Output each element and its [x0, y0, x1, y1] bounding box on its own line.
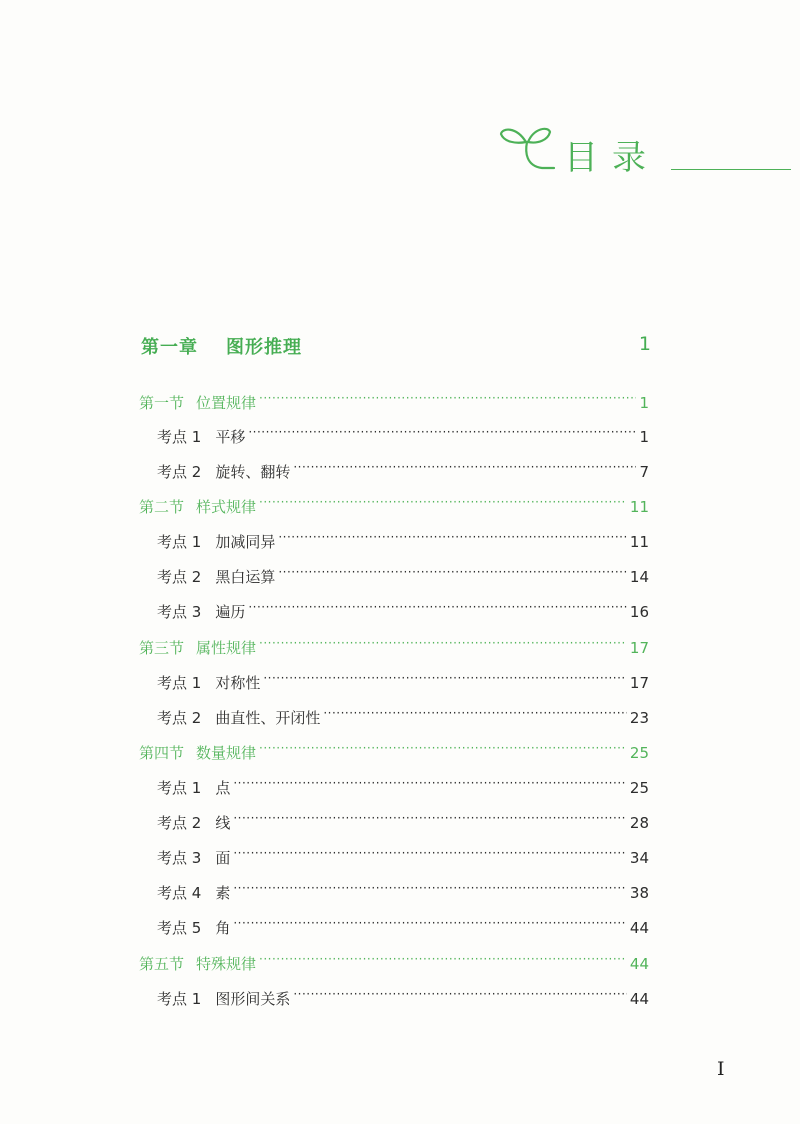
leader-dots [233, 779, 627, 793]
page-number: 11 [629, 498, 649, 516]
leader-dots [263, 674, 627, 688]
point-name: 黑白运算 [215, 568, 276, 586]
point-name: 素 [215, 884, 231, 902]
point-name: 旋转、翻转 [215, 463, 291, 481]
page-number: 1 [639, 394, 649, 412]
section-name: 样式规律 [196, 498, 257, 516]
page-number: 11 [629, 533, 649, 551]
toc-title: 目录 [564, 138, 660, 178]
section-label: 第三节 [139, 639, 185, 657]
point-name: 角 [215, 919, 231, 937]
section-label: 第一节 [139, 394, 185, 412]
point-name: 线 [215, 814, 231, 832]
page-number: 23 [629, 709, 649, 727]
point-name: 加减同异 [215, 533, 276, 551]
chapter-title: 图形推理 [226, 337, 302, 358]
section-label: 第二节 [139, 498, 185, 516]
leader-dots [278, 568, 627, 582]
point-label: 考点 1 [157, 990, 202, 1008]
section-label: 第四节 [139, 744, 185, 762]
point-name: 遍历 [215, 603, 246, 621]
leader-dots [233, 814, 627, 828]
point-label: 考点 1 [157, 674, 202, 692]
toc-section-3[interactable] [139, 637, 649, 659]
toc-point[interactable] [157, 672, 649, 694]
point-label: 考点 2 [157, 568, 202, 586]
toc-point[interactable] [157, 461, 649, 483]
page-number: 44 [629, 919, 649, 937]
toc-section-2[interactable] [139, 496, 649, 518]
leader-dots [233, 849, 627, 863]
leader-dots [259, 394, 636, 408]
section-label: 第五节 [139, 955, 185, 973]
toc-point[interactable] [157, 426, 649, 448]
page-number: 1 [639, 428, 649, 446]
point-label: 考点 2 [157, 709, 202, 727]
chapter-page: 1 [638, 333, 651, 355]
page-number: 25 [629, 744, 649, 762]
leader-dots [233, 884, 627, 898]
toc-section-5[interactable] [139, 953, 649, 975]
point-label: 考点 2 [157, 814, 202, 832]
chapter-entry[interactable] [141, 333, 651, 361]
leader-dots [278, 533, 627, 547]
point-label: 考点 1 [157, 533, 202, 551]
page-number: 38 [629, 884, 649, 902]
page-number: 7 [639, 463, 649, 481]
page-number: 17 [629, 674, 649, 692]
toc-point[interactable] [157, 917, 649, 939]
section-name: 位置规律 [196, 394, 257, 412]
toc-point[interactable] [157, 707, 649, 729]
leader-dots [259, 955, 627, 969]
page-number: 14 [629, 568, 649, 586]
toc-point[interactable] [157, 601, 649, 623]
leader-dots [248, 603, 627, 617]
page-number: 16 [629, 603, 649, 621]
leader-dots [259, 744, 627, 758]
page-number: 17 [629, 639, 649, 657]
toc-point[interactable] [157, 566, 649, 588]
toc-point[interactable] [157, 988, 649, 1010]
point-name: 图形间关系 [215, 990, 291, 1008]
page-number: 44 [629, 955, 649, 973]
toc-section-1[interactable] [139, 392, 649, 414]
leader-dots [323, 709, 627, 723]
point-label: 考点 4 [157, 884, 202, 902]
leader-dots [233, 919, 627, 933]
point-name: 平移 [215, 428, 246, 446]
page-number: 28 [629, 814, 649, 832]
leader-dots [259, 498, 627, 512]
point-label: 考点 1 [157, 428, 202, 446]
page-number: 34 [629, 849, 649, 867]
point-label: 考点 2 [157, 463, 202, 481]
point-name: 点 [215, 779, 231, 797]
toc-point[interactable] [157, 812, 649, 834]
toc-point[interactable] [157, 882, 649, 904]
point-name: 曲直性、开闭性 [215, 709, 321, 727]
point-label: 考点 1 [157, 779, 202, 797]
section-name: 属性规律 [196, 639, 257, 657]
chapter-number: 第一章 [141, 337, 198, 358]
leader-dots [259, 639, 627, 653]
page-folio: I [717, 1058, 725, 1080]
point-label: 考点 3 [157, 603, 202, 621]
point-name: 对称性 [215, 674, 261, 692]
leader-dots [248, 428, 636, 442]
leader-dots [293, 463, 636, 477]
page-number: 44 [629, 990, 649, 1008]
leader-dots [293, 990, 627, 1004]
section-name: 数量规律 [196, 744, 257, 762]
toc-point[interactable] [157, 531, 649, 553]
point-label: 考点 5 [157, 919, 202, 937]
toc-section-4[interactable] [139, 742, 649, 764]
page-number: 25 [629, 779, 649, 797]
toc-point[interactable] [157, 847, 649, 869]
section-name: 特殊规律 [196, 955, 257, 973]
toc-point[interactable] [157, 777, 649, 799]
point-name: 面 [215, 849, 231, 867]
point-label: 考点 3 [157, 849, 202, 867]
